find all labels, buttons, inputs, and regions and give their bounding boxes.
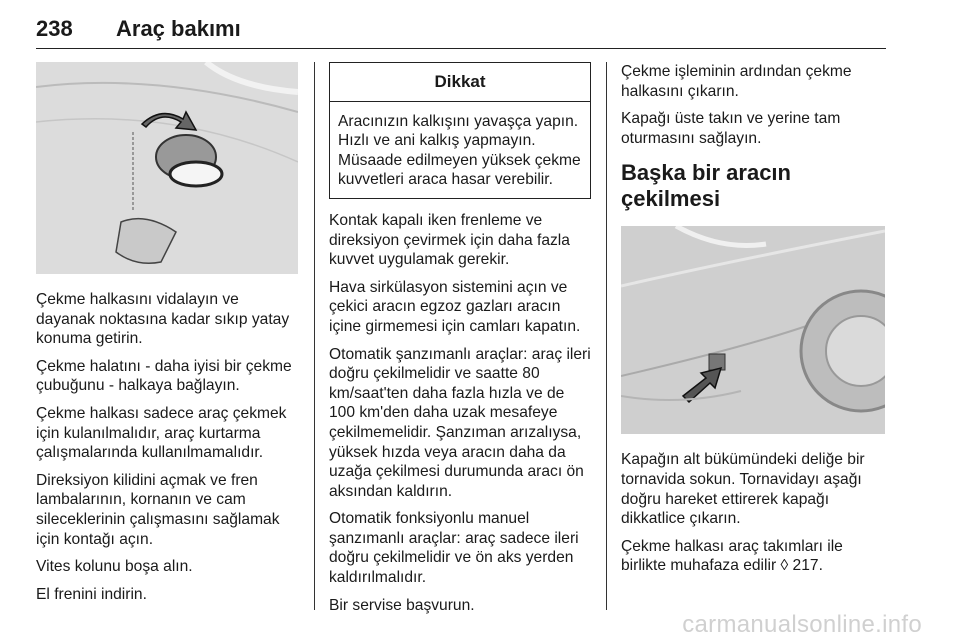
paragraph: Hava sirkülasyon sistemini açın ve çekici aracın egzoz gazları aracın içine girmemesi için camları kapatın. — [329, 278, 581, 335]
paragraph: Bir servise başvurun. — [329, 596, 475, 614]
paragraph: Çekme halkasını vidalayın ve dayanak noktasına kadar sıkıp yatay konuma getirin. — [36, 291, 290, 348]
paragraph: Vites kolunu boşa alın. — [36, 558, 193, 576]
paragraph-text: Çekme halkası araç takımları ile birlikte muhafaza edilir — [621, 537, 843, 575]
page-number: 238 — [36, 16, 73, 41]
paragraph: Kapağı üste takın ve yerine tam oturmasını sağlayın. — [621, 110, 841, 147]
page-header — [36, 12, 886, 49]
paragraph: Çekme halkası sadece araç çekmek için kulanılmalıdır, araç kurtarma çalışmalarında kullanılmamalıdır. — [36, 404, 287, 462]
watermark: carmanualsonline.info — [682, 611, 922, 638]
caution-body: Aracınızın kalkışını yavaşça yapın. Hızlı ve ani kalkış yapmayın. Müsaade edilmeyen yüksek çekme kuvvetleri araca hasar verebilir. — [338, 112, 581, 189]
caution-box — [329, 62, 591, 199]
section-heading: Başka bir aracın çekilmesi — [621, 160, 791, 212]
paragraph: Kontak kapalı iken frenleme ve direksiyon çevirmek için daha fazla kuvvet uygulamak gerekir. — [329, 211, 570, 269]
rear-bumper-illustration — [621, 226, 885, 434]
paragraph: Direksiyon kilidini açmak ve fren lambalarının, kornanın ve cam sileceklerinin çalışmasını sağlamak için kontağı açın. — [36, 471, 280, 548]
column-middle — [329, 62, 591, 623]
page-title: Araç bakımı — [116, 16, 241, 41]
paragraph: Otomatik şanzımanlı araçlar: araç ileri doğru çekilmelidir ve saatte 80 km/saat'ten daha fazla hızla ve de 100 km'den daha uzak mesafeye çekilmemelidir. Şanzıman arızalıysa, yüksek hızda veya aracın daha da uzağa çekilmesi durumunda aracı ön aksından kaldırın. — [329, 345, 591, 500]
column-divider — [606, 62, 607, 610]
column-left — [36, 62, 298, 612]
paragraph: Çekme halatını - daha iyisi bir çekme çubuğunu - halkaya bağlayın. — [36, 357, 292, 395]
paragraph: Kapağın alt bükümündeki deliğe bir tornavida sokun. Tornavidayı aşağı doğru hareket ettirerek kapağı dikkatlice çıkarın. — [621, 451, 865, 528]
paragraph: Çekme işleminin ardından çekme halkasını çıkarın. — [621, 63, 852, 100]
caution-title: Dikkat — [330, 63, 590, 102]
paragraph-with-xref — [621, 537, 885, 576]
page-reference-link[interactable]: 217. — [792, 557, 823, 575]
paragraph: El frenini indirin. — [36, 585, 147, 603]
paragraph: Otomatik fonksiyonlu manuel şanzımanlı araçlar: araç sadece ileri doğru çekilmelidir ve ön aks yerden kaldırılmalıdır. — [329, 510, 579, 587]
towing-eye-illustration — [36, 62, 298, 274]
column-right — [621, 62, 885, 584]
page-reference-icon: ◊ — [780, 557, 789, 575]
column-divider — [314, 62, 315, 610]
